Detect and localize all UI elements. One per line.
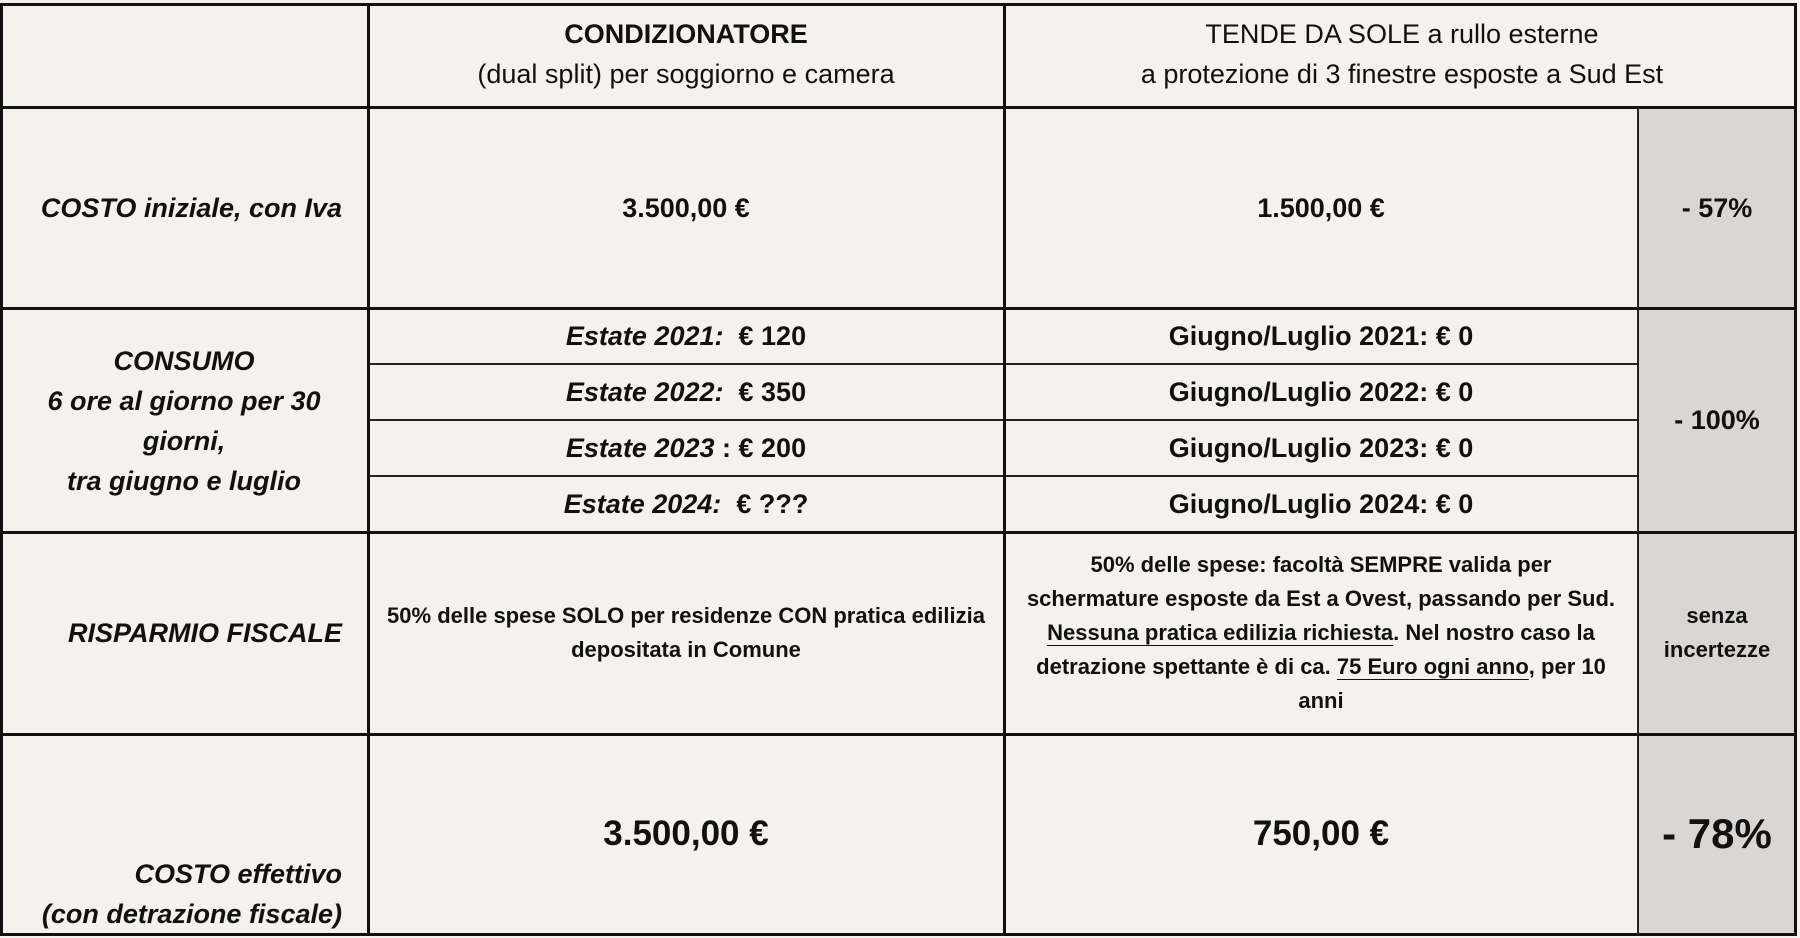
consumption-label-line3: giorni, xyxy=(142,425,226,456)
tax-saving-shade-line3-rest: . Nel nostro caso la xyxy=(1393,620,1595,645)
consumption-shade-2022: Giugno/Luglio 2022: € 0 xyxy=(1004,364,1638,420)
tax-saving-ac-line2: depositata in Comune xyxy=(571,637,801,662)
header-ac-subtitle: (dual split) per soggiorno e camera xyxy=(477,58,895,89)
consumption-ac-2022 xyxy=(368,364,1004,420)
tax-saving-diff-line1: senza xyxy=(1686,603,1748,628)
consumption-ac-2024-year: Estate 2024: xyxy=(563,488,722,519)
effective-cost-ac: 3.500,00 € xyxy=(368,734,1004,934)
header-shade-subtitle: a protezione di 3 finestre esposte a Sud Est xyxy=(1140,58,1664,89)
effective-cost-diff: - 78% xyxy=(1638,734,1796,934)
tax-saving-shade-line2: schermature esposte da Est a Ovest, passando per Sud. xyxy=(1026,586,1616,611)
effective-cost-label-line2: (con detrazione fiscale) xyxy=(41,899,342,929)
consumption-label-line4: tra giugno e luglio xyxy=(67,465,301,496)
consumption-label xyxy=(0,309,368,532)
consumption-ac-2023 xyxy=(368,420,1004,476)
consumption-ac-2021 xyxy=(368,309,1004,364)
consumption-shade-2023: Giugno/Luglio 2023: € 0 xyxy=(1004,420,1638,476)
consumption-ac-2023-value: : € 200 xyxy=(722,432,807,463)
grid-line xyxy=(0,3,1796,6)
grid-line xyxy=(1003,3,1006,936)
consumption-shade-2021: Giugno/Luglio 2021: € 0 xyxy=(1004,309,1638,364)
consumption-ac-2021-value: € 120 xyxy=(738,321,807,351)
grid-line xyxy=(1637,107,1639,936)
header-empty-cell xyxy=(0,0,368,107)
tax-saving-diff-line2: incertezze xyxy=(1663,637,1771,662)
tax-saving-shade-line1: 50% delle spese: facoltà SEMPRE valida per xyxy=(1090,552,1552,577)
grid-line xyxy=(0,106,1796,109)
initial-cost-label: COSTO iniziale, con Iva xyxy=(0,107,368,309)
initial-cost-shade: 1.500,00 € xyxy=(1004,107,1638,309)
grid-line xyxy=(0,3,3,936)
tax-saving-shade-line4 xyxy=(1036,650,1606,684)
effective-cost-label xyxy=(0,734,368,934)
consumption-label-line1: CONSUMO xyxy=(113,345,255,376)
tax-saving-shade xyxy=(1004,532,1638,734)
tax-saving-shade-line3-underlined: Nessuna pratica edilizia richiesta xyxy=(1047,620,1394,645)
grid-line xyxy=(1794,3,1797,936)
tax-saving-label: RISPARMIO FISCALE xyxy=(0,532,368,734)
tax-saving-shade-line4-underlined: 75 Euro ogni anno xyxy=(1336,654,1529,679)
tax-saving-shade-line5: anni xyxy=(1298,688,1344,713)
tax-saving-shade-line3 xyxy=(1047,616,1595,650)
tax-saving-ac xyxy=(368,532,1004,734)
grid-line xyxy=(0,933,1796,936)
consumption-shade-2024: Giugno/Luglio 2024: € 0 xyxy=(1004,476,1638,532)
consumption-ac-2024-value: € ??? xyxy=(736,488,809,519)
tax-saving-shade-line4-pre: detrazione spettante è di ca. xyxy=(1036,654,1337,679)
effective-cost-label-line1: COSTO effettivo xyxy=(134,859,342,889)
header-ac xyxy=(368,0,1004,107)
tax-saving-shade-line4-rest: , per 10 xyxy=(1528,654,1606,679)
consumption-ac-2022-value: € 350 xyxy=(738,376,807,407)
initial-cost-ac: 3.500,00 € xyxy=(368,107,1004,309)
grid-line xyxy=(0,307,1796,310)
consumption-ac-2021-year: Estate 2021: xyxy=(565,321,724,351)
initial-cost-diff: - 57% xyxy=(1638,107,1796,309)
consumption-label-line2: 6 ore al giorno per 30 xyxy=(47,385,321,416)
header-shade-title: TENDE DA SOLE a rullo esterne xyxy=(1205,18,1599,49)
grid-line xyxy=(0,531,1796,534)
consumption-ac-2023-year: Estate 2023 xyxy=(565,432,715,463)
grid-line xyxy=(367,3,370,936)
grid-line xyxy=(0,733,1796,736)
header-shade xyxy=(1004,0,1800,107)
consumption-diff: - 100% xyxy=(1638,309,1796,532)
tax-saving-ac-line1: 50% delle spese SOLO per residenze CON pratica edilizia xyxy=(387,603,985,628)
header-ac-title: CONDIZIONATORE xyxy=(564,18,808,49)
effective-cost-shade: 750,00 € xyxy=(1004,734,1638,934)
tax-saving-diff xyxy=(1638,532,1796,734)
consumption-ac-2022-year: Estate 2022: xyxy=(565,376,724,407)
consumption-ac-2024 xyxy=(368,476,1004,532)
